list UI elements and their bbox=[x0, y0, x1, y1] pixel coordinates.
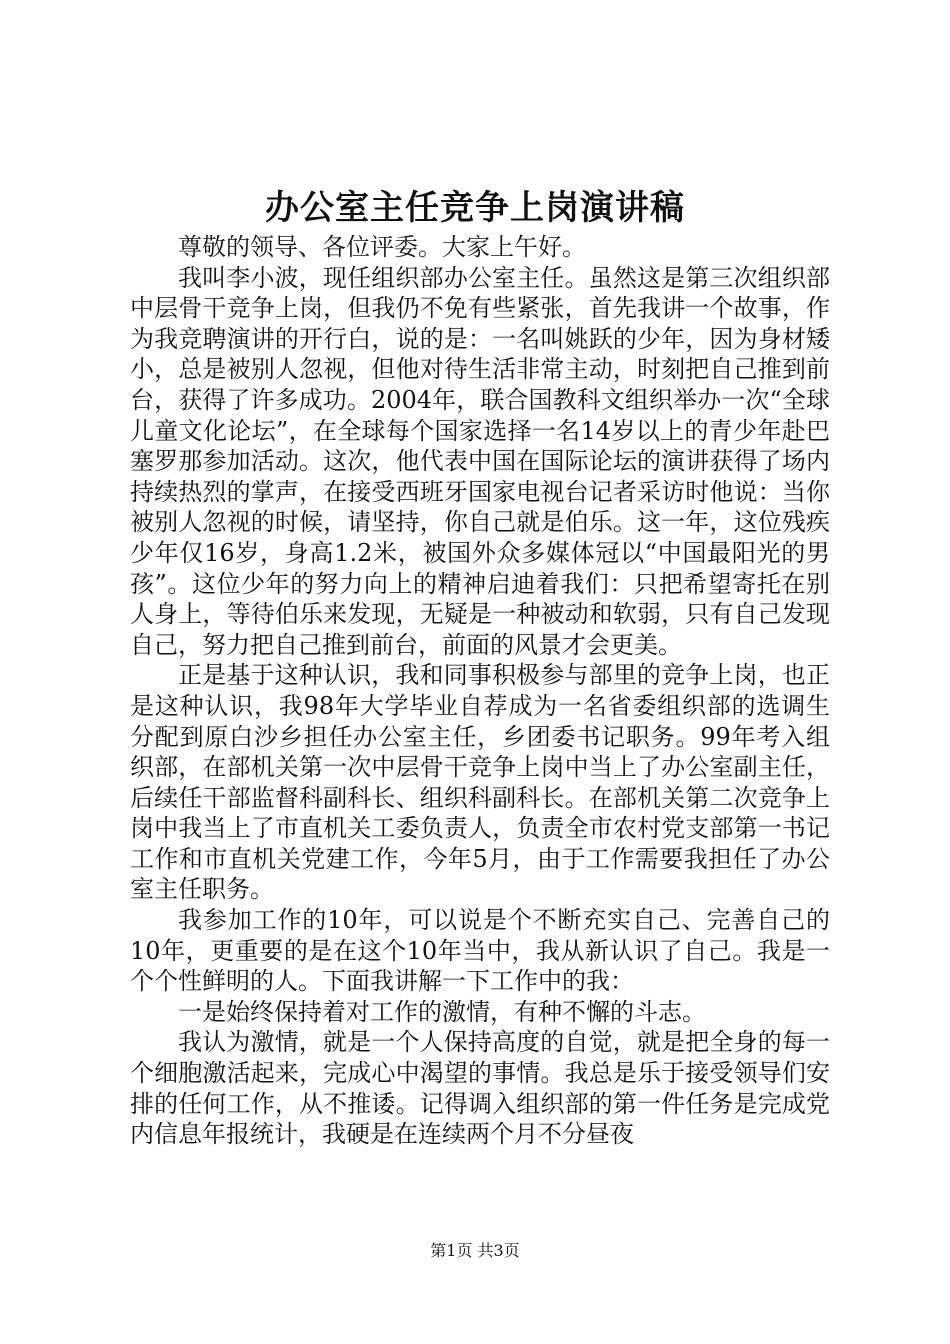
paragraph-greeting: 尊敬的领导、各位评委。大家上午好。 bbox=[178, 233, 586, 261]
paragraph-passion: 我认为激情，就是一个人保持高度的自觉，就是把全身的每一个细胞激活起来，完成心中渴望的事情。我总是乐于接受领导们安排的任何工作，从不推诿。记得调入组织部的第一件任务是完成党内信息年报统计，我硬是在连续两个月不分昼夜 bbox=[130, 1028, 830, 1149]
paragraph-introduction: 我叫李小波，现任组织部办公室主任。虽然这是第三次组织部中层骨干竞争上岗，但我仍不免有些紧张，首先我讲一个故事，作为我竞聘演讲的开行白，说的是：一名叫姚跃的少年，因为身材矮小，总是被别人忽视，但他对待生活非常主动，时刻把自己推到前台，获得了许多成功。2004年，联合国教科文组织举办一次“全球儿童文化论坛”，在全球每个国家选择一名14岁以上的青少年赴巴塞罗那参加活动。这次，他代表中国在国际论坛的演讲获得了场内持续热烈的掌声，在接受西班牙国家电视台记者采访时他说：当你被别人忽视的时候，请坚持，你自己就是伯乐。这一年，这位残疾少年仅16岁，身高1.2米，被国外众多媒体冠以“中国最阳光的男孩”。这位少年的努力向上的精神启迪着我们：只把希望寄托在别人身上，等待伯乐来发现，无疑是一种被动和软弱，只有自己发现自己，努力把自己推到前台，前面的风景才会更美。 bbox=[130, 263, 830, 659]
paragraph-self-assessment: 我参加工作的10年，可以说是个不断充实自己、完善自己的10年，更重要的是在这个10年当中，我从新认识了自己。我是一个个性鲜明的人。下面我讲解一下工作中的我： bbox=[130, 906, 830, 996]
document-body bbox=[130, 232, 830, 1150]
paragraph-point-one: 一是始终保持着对工作的激情，有种不懈的斗志。 bbox=[178, 997, 706, 1026]
paragraph-experience: 正是基于这种认识，我和同事积极参与部里的竞争上岗，也正是这种认识，我98年大学毕业自荐成为一名省委组织部的选调生分配到原白沙乡担任办公室主任，乡团委书记职务。99年考入组织部，在部机关第一次中层骨干竞争上岗中当上了办公室副主任，后续任干部监督科副科长、组织科副科长。在部机关第二次竞争上岗中我当上了市直机关工委负责人，负责全市农村党支部第一书记工作和市直机关党建工作，今年5月，由于工作需要我担任了办公室主任职务。 bbox=[130, 661, 830, 904]
page-number-footer: 第1页 共3页 bbox=[430, 1241, 520, 1260]
document-title: 办公室主任竞争上岗演讲稿 bbox=[265, 188, 685, 228]
